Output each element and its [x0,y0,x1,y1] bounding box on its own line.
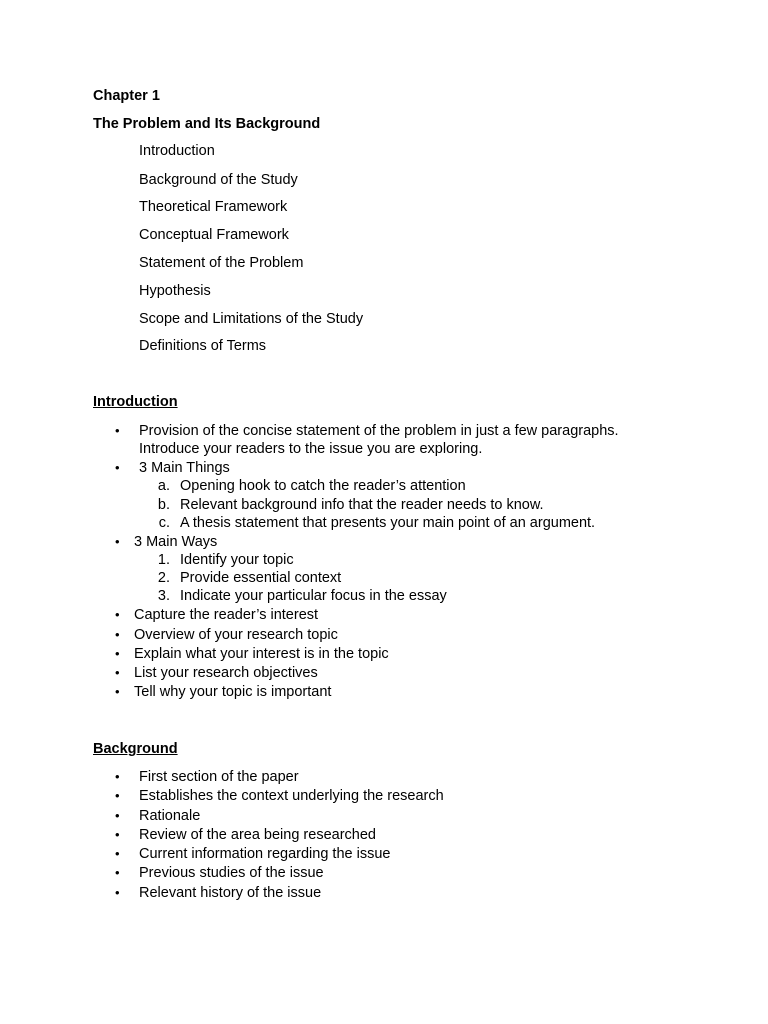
list-marker: 2. [157,570,170,586]
bullet-marker: • [115,769,120,784]
chapter-label: Chapter 1 [93,88,160,104]
main-things-item: Opening hook to catch the reader’s attention [180,478,466,494]
introduction-heading: Introduction [93,394,178,410]
list-marker: b. [157,497,170,513]
bullet-marker: • [115,827,120,842]
toc-item: Scope and Limitations of the Study [139,311,364,327]
bullet-marker: • [115,684,120,699]
main-things-label: 3 Main Things [139,460,230,476]
background-bullet: Current information regarding the issue [139,846,391,862]
background-bullet: Review of the area being researched [139,827,376,843]
main-things-item: A thesis statement that presents your main point of an argument. [180,515,596,531]
bullet-marker: • [115,665,120,680]
background-bullet: Relevant history of the issue [139,885,322,901]
bullet-marker: • [115,808,120,823]
introduction-bullet: List your research objectives [134,665,318,681]
background-heading: Background [93,741,178,757]
introduction-bullet: Capture the reader’s interest [134,607,319,623]
bullet-marker: • [115,846,120,861]
toc-item: Definitions of Terms [139,338,267,354]
background-bullet: Establishes the context underlying the research [139,788,444,804]
toc-item: Statement of the Problem [139,255,304,271]
introduction-bullet: Explain what your interest is in the topic [134,646,389,662]
bullet-marker: • [115,646,120,661]
main-ways-label: 3 Main Ways [134,534,218,550]
main-ways-item: Indicate your particular focus in the essay [180,588,447,604]
bullet-marker: • [115,534,120,549]
main-ways-item: Identify your topic [180,552,294,568]
bullet-marker: • [115,627,120,642]
introduction-provision-line2: Introduce your readers to the issue you are exploring. [139,441,483,457]
background-bullet: First section of the paper [139,769,299,785]
main-ways-item: Provide essential context [180,570,342,586]
toc-item: Hypothesis [139,283,211,299]
background-bullet: Rationale [139,808,201,824]
list-marker: c. [158,515,170,531]
toc-item: Introduction [139,143,215,159]
bullet-marker: • [115,865,120,880]
introduction-bullet: Tell why your topic is important [134,684,332,700]
main-things-item: Relevant background info that the reader needs to know. [180,497,544,513]
list-marker: 3. [157,588,170,604]
bullet-marker: • [115,885,120,900]
bullet-marker: • [115,423,120,438]
list-marker: 1. [157,552,170,568]
bullet-marker: • [115,788,120,803]
background-bullet: Previous studies of the issue [139,865,324,881]
list-marker: a. [157,478,170,494]
bullet-marker: • [115,460,120,475]
bullet-marker: • [115,607,120,622]
toc-item: Background of the Study [139,172,298,188]
introduction-bullet: Overview of your research topic [134,627,338,643]
toc-item: Conceptual Framework [139,227,289,243]
chapter-title: The Problem and Its Background [93,116,321,132]
introduction-provision-line1: Provision of the concise statement of the problem in just a few paragraphs. [139,423,619,439]
toc-item: Theoretical Framework [139,199,288,215]
